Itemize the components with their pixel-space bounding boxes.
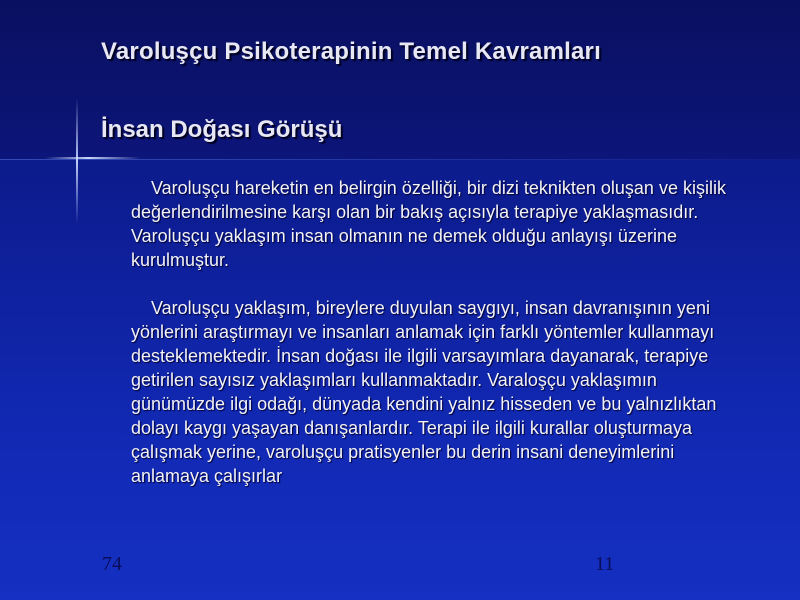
glow-cross-horizontal [45, 157, 141, 159]
paragraph-2: Varoluşçu yaklaşım, bireylere duyulan saygıyı, insan davranışının yeni yönlerini araştırmayı ve insanları anlamak için farklı yöntemler kullanmayı desteklemektedir. İnsan doğası ile ilgili varsayımlara dayanarak, terapiye getirilen sayısız yaklaşımları kullanmaktadır. Varaloşçu yaklaşımın günümüzde ilgi odağı, dünyada kendini yalnız hisseden ve bu yalnızlıktan dolayı kaygı yaşayan danışanlardır. Terapi ile ilgili kurallar oluşturmaya çalışmak yerine, varoluşçu pratisyenler bu derin insani deneyimlerini anlamaya çalışırlar [131, 298, 717, 486]
header-divider [0, 159, 800, 160]
slide-subtitle: İnsan Doğası Görüşü [101, 116, 343, 143]
page-number-left: 74 [102, 553, 122, 575]
slide-title: Varoluşçu Psikoterapinin Temel Kavramları [101, 38, 601, 65]
slide-body [131, 176, 751, 488]
glow-cross-vertical [76, 98, 78, 224]
page-number-right: 11 [595, 553, 615, 575]
paragraph-1: Varoluşçu hareketin en belirgin özelliği, bir dizi teknikten oluşan ve kişilik değerlendirilmesine karşı olan bir bakış açısıyla terapiye yaklaşmasıdır. Varoluşçu yaklaşım insan olmanın ne demek olduğu anlayışı üzerine kurulmuştur. [131, 178, 726, 270]
